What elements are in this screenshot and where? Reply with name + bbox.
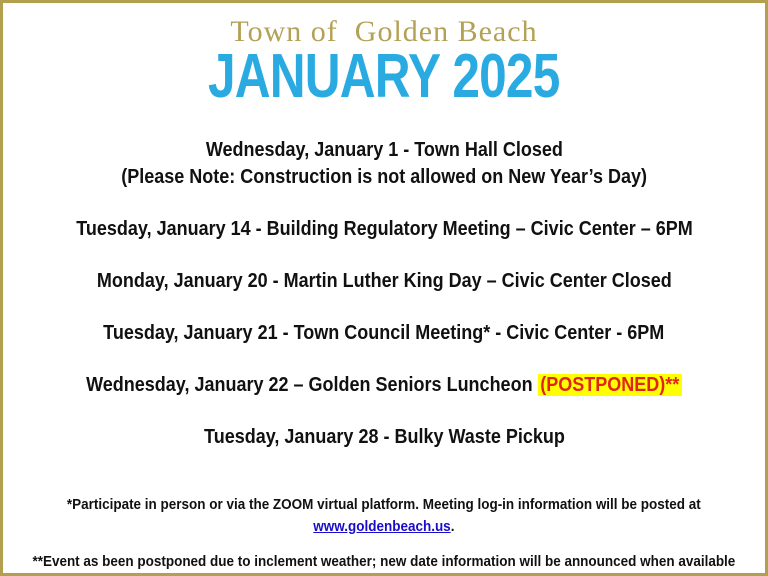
event-jan-1-line-2: (Please Note: Construction is not allowed on New Year’s Day) <box>121 166 647 188</box>
event-jan-22-prefix: Wednesday, January 22 – Golden Seniors Luncheon <box>86 374 538 396</box>
town-title: Town of Golden Beach <box>230 15 538 48</box>
event-jan-1-line-1: Wednesday, January 1 - Town Hall Closed <box>205 139 563 161</box>
website-link-line <box>313 516 454 538</box>
website-link[interactable]: www.goldenbeach.us <box>313 519 451 535</box>
event-jan-21 <box>3 322 765 345</box>
event-jan-21-text: Tuesday, January 21 - Town Council Meeting* - Civic Center - 6PM <box>103 322 665 344</box>
postponed-footnote-row <box>3 551 765 573</box>
month-title-row <box>3 42 765 121</box>
event-jan-22-text <box>86 375 682 396</box>
event-jan-20-text: Monday, January 20 - Martin Luther King Day – Civic Center Closed <box>96 270 672 292</box>
postponed-footnote-text: **Event as been postponed due to inclement weather; new date information will be announced when available <box>32 554 736 570</box>
footnotes <box>3 494 765 573</box>
event-jan-1 <box>3 137 765 191</box>
event-jan-22 <box>3 374 765 397</box>
event-jan-28 <box>3 426 765 449</box>
zoom-footnote-row <box>3 494 765 516</box>
postponed-badge: (POSTPONED)** <box>538 374 682 396</box>
event-jan-14-text: Tuesday, January 14 - Building Regulatory Meeting – Civic Center – 6PM <box>75 218 693 240</box>
month-title: JANUARY 2025 <box>208 42 560 111</box>
zoom-footnote-text: *Participate in person or via the ZOOM virtual platform. Meeting log-in information will be posted at <box>67 497 701 513</box>
event-jan-14 <box>3 218 765 241</box>
event-list <box>3 137 765 449</box>
event-jan-20 <box>3 270 765 293</box>
event-jan-28-text: Tuesday, January 28 - Bulky Waste Pickup <box>203 426 565 448</box>
website-link-row <box>3 516 765 538</box>
website-link-period: . <box>450 519 455 535</box>
